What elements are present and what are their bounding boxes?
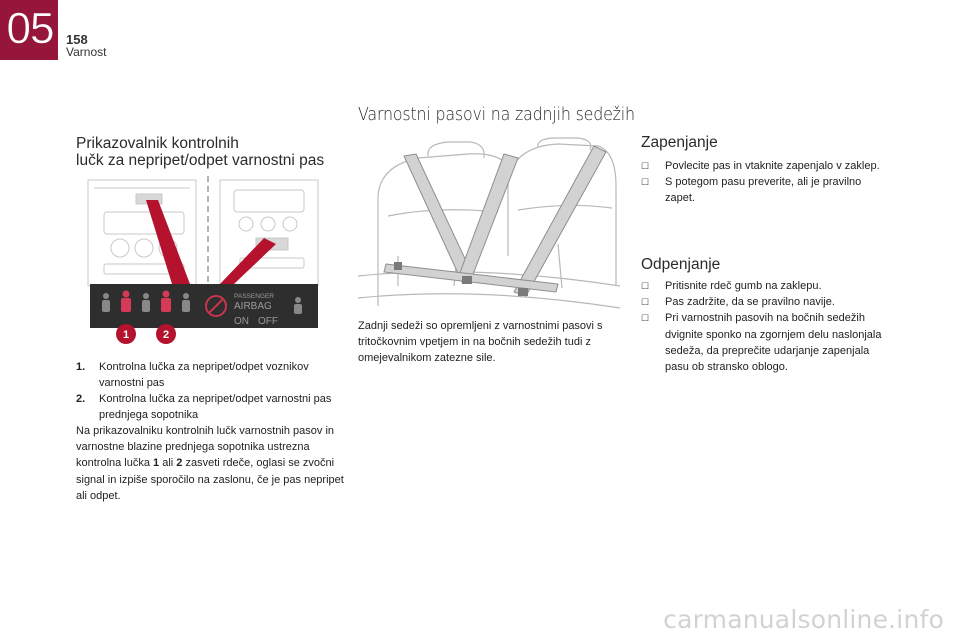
checkbox-icon: ☐ bbox=[641, 313, 650, 324]
dashboard-figure bbox=[84, 176, 322, 346]
list-item bbox=[641, 174, 891, 206]
checkbox-icon: ☐ bbox=[641, 161, 650, 171]
checkbox-icon: ☐ bbox=[641, 297, 650, 308]
legend-item bbox=[76, 359, 352, 391]
warning-display-illustration bbox=[84, 176, 322, 346]
legend-text: Kontrolna lučka za nepripet/odpet varnostni pas prednjega sopotnika bbox=[99, 393, 332, 421]
panel-on-label: ON bbox=[234, 316, 249, 327]
passenger-seatbelt-icon bbox=[294, 297, 302, 314]
callout-1-label: 1 bbox=[122, 329, 130, 341]
center-paragraph: Zadnji sedeži so opremljeni z varnostnimi pasovi s tritočkovnim vpetjem in na bočnih sedežih tudi z omejevalnikom zatezne sile. bbox=[358, 320, 603, 365]
list-item-text: Pas zadržite, da se pravilno navije. bbox=[665, 296, 835, 309]
page-number: 158 bbox=[66, 32, 88, 47]
legend-text: Kontrolna lučka za nepripet/odpet voznikov varnostni pas bbox=[99, 361, 309, 389]
left-paragraph-part3: zasveti rdeče, oglasi se zvočni signal in izpiše sporočilo na zaslonu, če je pas nepripet ali odpet. bbox=[76, 457, 344, 502]
left-heading bbox=[76, 135, 366, 169]
left-paragraph-bold1: 1 bbox=[153, 457, 160, 470]
left-heading-line2: lučk za nepripet/odpet varnostni pas bbox=[76, 152, 325, 169]
rear-seats-figure bbox=[358, 136, 620, 312]
list-item-text: Pritisnite rdeč gumb na zaklepu. bbox=[665, 280, 822, 292]
legend-list bbox=[76, 359, 352, 423]
legend-item bbox=[76, 391, 352, 423]
chapter-number: 05 bbox=[6, 4, 54, 53]
main-heading: Varnostni pasovi na zadnjih sedežih bbox=[358, 104, 635, 125]
list-item bbox=[641, 278, 891, 294]
chapter-tab bbox=[0, 0, 58, 60]
list-item-text: Pri varnostnih pasovih na bočnih sedežih dvignite sponko na zgornjem delu naslonjala sedeža, da preprečite udarjanje zapenjala pasu ob stransko oblogo. bbox=[665, 312, 882, 374]
left-paragraph-part2: ali bbox=[159, 457, 177, 470]
checkbox-icon: ☐ bbox=[641, 281, 650, 291]
list-item bbox=[641, 294, 891, 310]
section-name: Varnost bbox=[66, 45, 107, 59]
fastening-heading: Zapenjanje bbox=[641, 134, 718, 151]
legend-number: 2. bbox=[76, 393, 86, 405]
watermark: carmanualsonline.info bbox=[663, 605, 944, 634]
list-item-text: S potegom pasu preverite, ali je pravilno zapet. bbox=[665, 176, 862, 205]
panel-off-label: OFF bbox=[258, 316, 278, 327]
left-paragraph bbox=[76, 423, 350, 504]
left-heading-line1: Prikazovalnik kontrolnih bbox=[76, 135, 239, 152]
list-item-text: Povlecite pas in vtaknite zapenjalo v zaklep. bbox=[665, 160, 880, 172]
callout-2-label: 2 bbox=[162, 329, 170, 341]
panel-passenger-label: PASSENGER bbox=[234, 293, 274, 300]
panel-airbag-label: AIRBAG bbox=[234, 301, 272, 312]
checkbox-icon: ☐ bbox=[641, 177, 650, 188]
left-paragraph-part1: Na prikazovalniku kontrolnih lučk varnostnih pasov in varnostne blazine prednjega sopotnika ustrezna kontrolna lučka bbox=[76, 425, 335, 470]
left-paragraph-bold2: 2 bbox=[176, 457, 183, 470]
legend-number: 1. bbox=[76, 361, 86, 373]
rear-seat-belts-illustration bbox=[358, 136, 620, 312]
callout-wedge-right bbox=[220, 238, 276, 284]
list-item bbox=[641, 158, 891, 174]
unfastening-heading: Odpenjanje bbox=[641, 256, 721, 273]
fastening-list bbox=[641, 158, 891, 207]
list-item bbox=[641, 310, 891, 375]
unfastening-list bbox=[641, 278, 891, 375]
